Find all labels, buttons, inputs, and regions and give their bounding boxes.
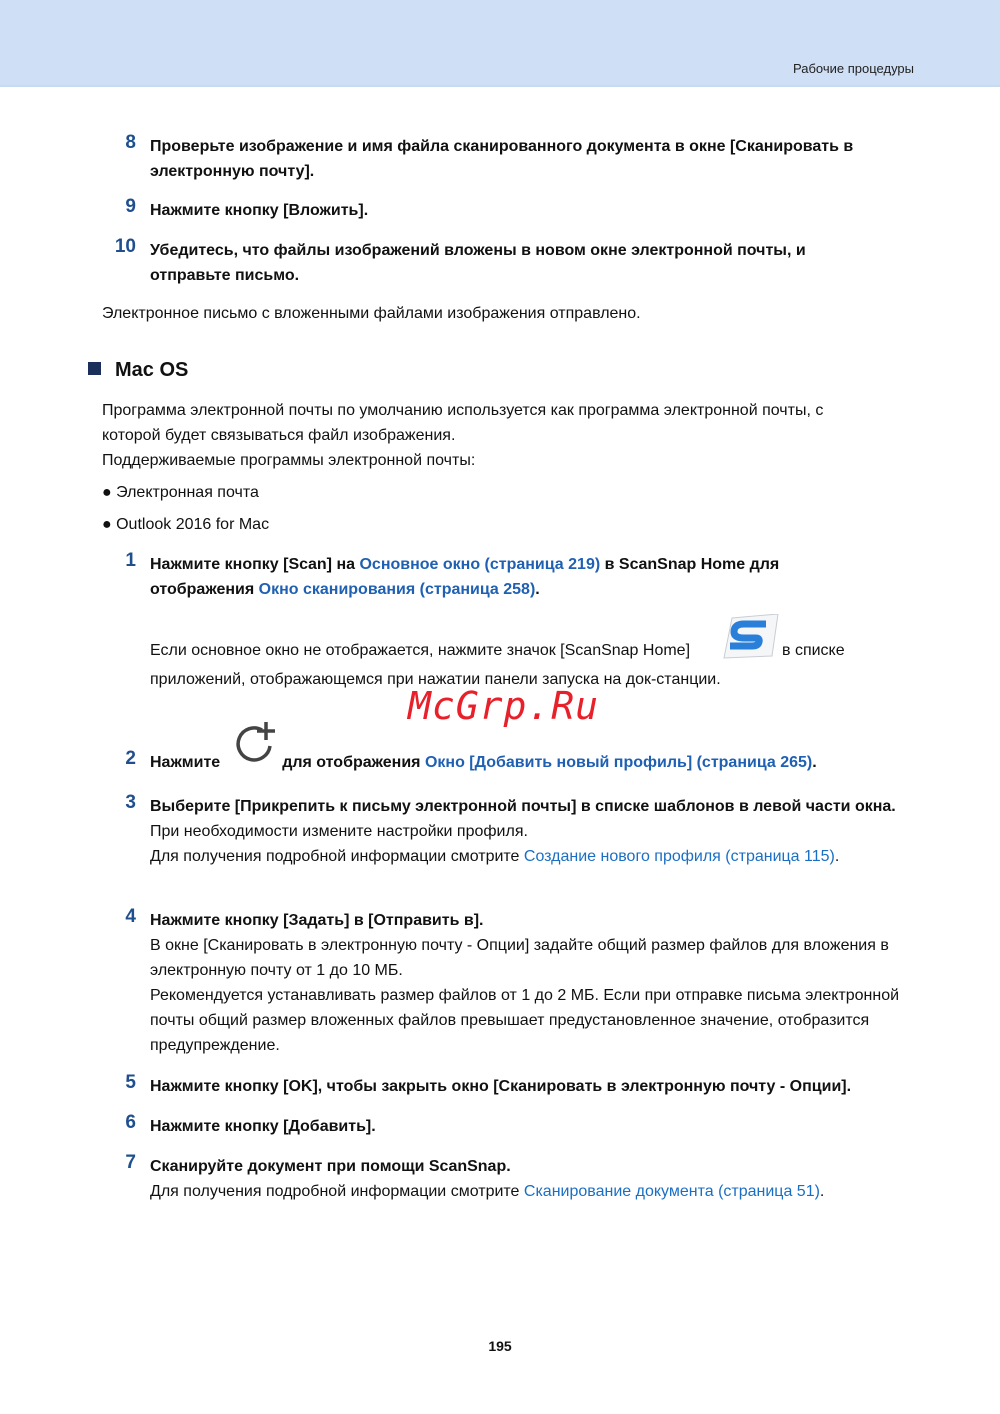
bullet-item: ● Outlook 2016 for Mac	[102, 516, 270, 533]
result-text: Электронное письмо с вложенными файлами изображения отправлено.	[102, 305, 641, 322]
step-text: Нажмите кнопку [Задать] в [Отправить в].	[150, 912, 484, 929]
step-8	[100, 134, 900, 184]
step-number: 9	[125, 196, 136, 217]
step-text: Нажмите кнопку [Добавить].	[150, 1118, 376, 1135]
mac-step-5	[100, 1074, 900, 1099]
mac-step-3	[100, 794, 900, 869]
watermark: McGrp.Ru	[408, 684, 600, 728]
step-9	[100, 198, 900, 223]
bullet-item: ● Электронная почта	[102, 484, 259, 501]
step-text: Сканируйте документ при помощи ScanSnap.	[150, 1158, 511, 1175]
mac-step-2	[100, 750, 900, 775]
page-number: 195	[488, 1338, 512, 1354]
step-text: Нажмите для отображения Окно [Добавить новый профиль] (страница 265).	[150, 754, 817, 771]
mac-step-6	[100, 1114, 900, 1139]
step-body: В окне [Сканировать в электронную почту - Опции] задайте общий размер файлов для вложения в электронную почту от 1 до 10 МБ.	[150, 937, 889, 979]
link-create-profile[interactable]: Создание нового профиля (страница 115)	[523, 848, 835, 865]
link-main-window[interactable]: Основное окно (страница 219)	[359, 556, 601, 573]
step-text: Проверьте изображение и имя файла сканированного документа в окне [Сканировать в электронную почту].	[150, 138, 854, 180]
link-add-profile[interactable]: Окно [Добавить новый профиль] (страница 265)	[424, 754, 813, 771]
mac-step-1	[100, 552, 900, 602]
step-body: Рекомендуется устанавливать размер файлов от 1 до 2 МБ. Если при отправке письма электронной почты общий размер вложенных файлов превышает предустановленное значение, отобразится предупреждение.	[150, 987, 900, 1054]
step-number: 4	[125, 906, 136, 927]
step-number: 5	[125, 1072, 136, 1093]
step-text: Выберите [Прикрепить к письму электронной почты] в списке шаблонов в левой части окна.	[150, 798, 896, 815]
section-heading	[88, 359, 188, 382]
intro-supported: Поддерживаемые программы электронной почты:	[102, 452, 476, 469]
step-number: 10	[114, 236, 136, 257]
note-text-2: в списке	[782, 642, 845, 659]
step-number: 6	[125, 1112, 136, 1133]
mac-step-4	[100, 908, 900, 1058]
step-number: 8	[125, 132, 136, 153]
section-title: Mac OS	[115, 359, 189, 381]
step-text: Нажмите кнопку [Scan] на Основное окно (страница 219) в ScanSnap Home для отображения Окно сканирования (страница 258).	[150, 556, 780, 598]
step-text: Нажмите кнопку [OK], чтобы закрыть окно [Сканировать в электронную почту - Опции].	[150, 1078, 852, 1095]
scansnap-home-icon	[722, 614, 780, 665]
step-number: 1	[125, 550, 136, 571]
intro-text: Программа электронной почты по умолчанию используется как программа электронной почты, с которой будет связываться файл изображения.	[102, 402, 824, 444]
link-scan-window[interactable]: Окно сканирования (страница 258)	[258, 581, 536, 598]
page-header	[0, 0, 1000, 87]
step-number: 2	[125, 748, 136, 769]
step-number: 7	[125, 1152, 136, 1173]
step-body: Для получения подробной информации смотрите Сканирование документа (страница 51).	[150, 1183, 825, 1200]
step-body: При необходимости измените настройки профиля.	[150, 823, 528, 840]
square-bullet-icon	[88, 362, 101, 375]
step-10	[100, 238, 900, 288]
add-profile-icon	[232, 720, 280, 773]
step-number: 3	[125, 792, 136, 813]
step-text: Убедитесь, что файлы изображений вложены в новом окне электронной почты, и отправьте письмо.	[150, 242, 806, 284]
note-text: Если основное окно не отображается, нажмите значок [ScanSnap Home]	[150, 642, 691, 659]
header-section: Рабочие процедуры	[793, 61, 914, 76]
step-body: Для получения подробной информации смотрите Создание нового профиля (страница 115).	[150, 848, 840, 865]
note-text-3: приложений, отображающемся при нажатии панели запуска на док-станции.	[150, 671, 721, 688]
step-text: Нажмите кнопку [Вложить].	[150, 202, 369, 219]
link-scan-document[interactable]: Сканирование документа (страница 51)	[523, 1183, 820, 1200]
mac-step-7	[100, 1154, 900, 1204]
